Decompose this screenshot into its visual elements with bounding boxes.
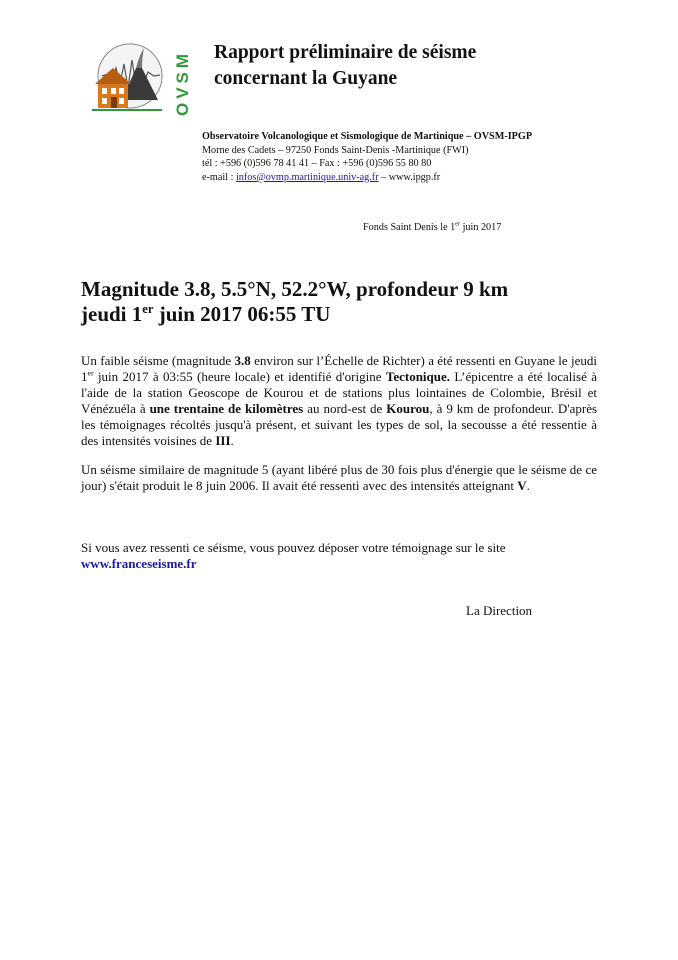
headline-time: juin 2017 06:55 TU — [153, 302, 331, 326]
p2-text-2: . — [526, 477, 530, 493]
p1-magnitude: 3.8 — [234, 353, 251, 368]
event-description-paragraph — [81, 353, 597, 448]
franceseisme-link[interactable]: www.franceseisme.fr — [81, 555, 197, 571]
p1-text-2: environ sur l’Échelle de Richter) a été ressenti en Guyane le jeudi 1 — [81, 353, 597, 384]
similar-event-paragraph — [81, 462, 597, 494]
title-line-1: Rapport préliminaire de séisme — [214, 42, 477, 63]
p1-text-3: juin 2017 à 03:55 (heure locale) et identifié d'origine — [93, 368, 386, 384]
signature: La Direction — [466, 603, 533, 618]
p1-text-6: , à 9 km de profondeur. D'après les témoignages récoltés jusqu'à présent, et suivant les types de sol, la secousse a été ressentie à des intensités voisines de — [81, 400, 598, 448]
organization-info — [202, 130, 532, 184]
p1-location: Kourou — [386, 400, 430, 416]
date-sup: er — [455, 221, 461, 228]
p1-text-4: L’épicentre a été localisé à l'aide de la station Geoscope de Kourou et de stations plus lointaines de Colombie, Brésil et Vénézuéla à — [81, 368, 597, 416]
headline-sup: er — [142, 302, 154, 316]
organization-phone: tél : +596 (0)596 78 41 41 – Fax : +596 (0)596 55 80 80 — [202, 158, 432, 170]
report-title — [214, 40, 476, 92]
p1-distance: une trentaine de kilomètres — [149, 400, 304, 416]
ovsm-logo-graphic — [92, 38, 196, 118]
email-link[interactable]: infos@ovmp.martinique.univ-ag.fr — [235, 171, 379, 183]
testimony-paragraph — [81, 540, 597, 572]
headline-day: jeudi 1 — [81, 302, 143, 326]
testimony-text: Si vous avez ressenti ce séisme, vous pouvez déposer votre témoignage sur le site — [81, 540, 506, 555]
p1-intensity: III — [215, 432, 231, 448]
logo-text: OVSM — [173, 49, 192, 116]
p1-text-7: . — [230, 432, 234, 448]
report-date — [363, 222, 501, 233]
p1-text-5: au nord-est de — [303, 400, 387, 416]
organization-contact — [202, 171, 532, 185]
date-suffix: juin 2017 — [460, 222, 502, 233]
p1-sup: er — [87, 368, 94, 378]
p2-intensity: V — [517, 477, 527, 493]
organization-address: Morne des Cadets – 97250 Fonds Saint-Denis -Martinique (FWI) — [202, 144, 469, 156]
headline-line-2 — [81, 302, 508, 327]
headline-line-1: Magnitude 3.8, 5.5°N, 52.2°W, profondeur 9 km — [81, 277, 509, 301]
p1-text-1: Un faible séisme (magnitude — [81, 353, 235, 368]
p2-text-1: Un séisme similaire de magnitude 5 (ayant libéré plus de 30 fois plus d'énergie que le séisme de ce jour) s'était produit le 8 juin 2006. Il avait été ressenti avec des intensités atteignant — [81, 462, 597, 493]
website-text: – www.ipgp.fr — [378, 171, 441, 183]
event-headline — [81, 277, 508, 327]
email-label: e-mail : — [202, 171, 236, 183]
ovsm-logo — [92, 38, 196, 118]
date-prefix: Fonds Saint Denis le 1 — [363, 222, 456, 233]
organization-name: Observatoire Volcanologique et Sismologique de Martinique – OVSM-IPGP — [202, 131, 533, 142]
p1-origin: Tectonique. — [385, 368, 451, 384]
title-line-2: concernant la Guyane — [214, 68, 398, 89]
